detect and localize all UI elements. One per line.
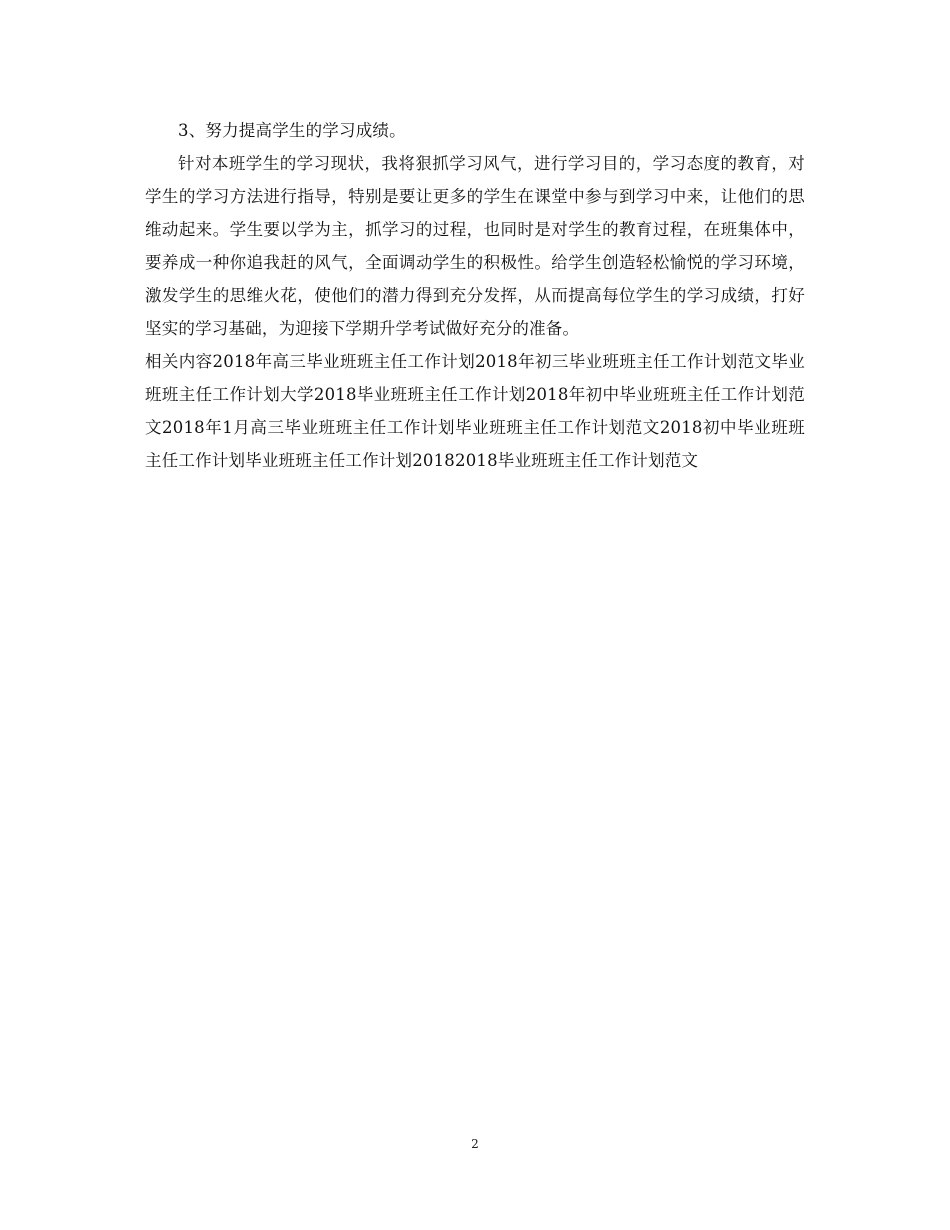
page-number: 2 [471,1137,479,1151]
related-content: 相关内容2018年高三毕业班班主任工作计划2018年初三毕业班班主任工作计划范文毕业班班主任工作计划大学2018毕业班班主任工作计划2018年初中毕业班班主任工作计划范文2018年1月高三毕业班班主任工作计划毕业班班主任工作计划范文2018初中毕业班班主任工作计划毕业班班主任工作计划20182018毕业班班主任工作计划范文 [145,352,805,470]
body-paragraph: 针对本班学生的学习现状，我将狠抓学习风气，进行学习目的，学习态度的教育，对学生的学习方法进行指导，特别是要让更多的学生在课堂中参与到学习中来，让他们的思维动起来。学生要以学为主，抓学习的过程，也同时是对学生的教育过程，在班集体中，要养成一种你追我赶的风气，全面调动学生的积极性。给学生创造轻松愉悦的学习环境，激发学生的思维火花，使他们的潜力得到充分发挥，从而提高每位学生的学习成绩，打好坚实的学习基础，为迎接下学期升学考试做好充分的准备。 [145,154,805,338]
document-body [145,114,805,477]
numbered-heading: 3、努力提高学生的学习成绩。 [178,121,406,140]
